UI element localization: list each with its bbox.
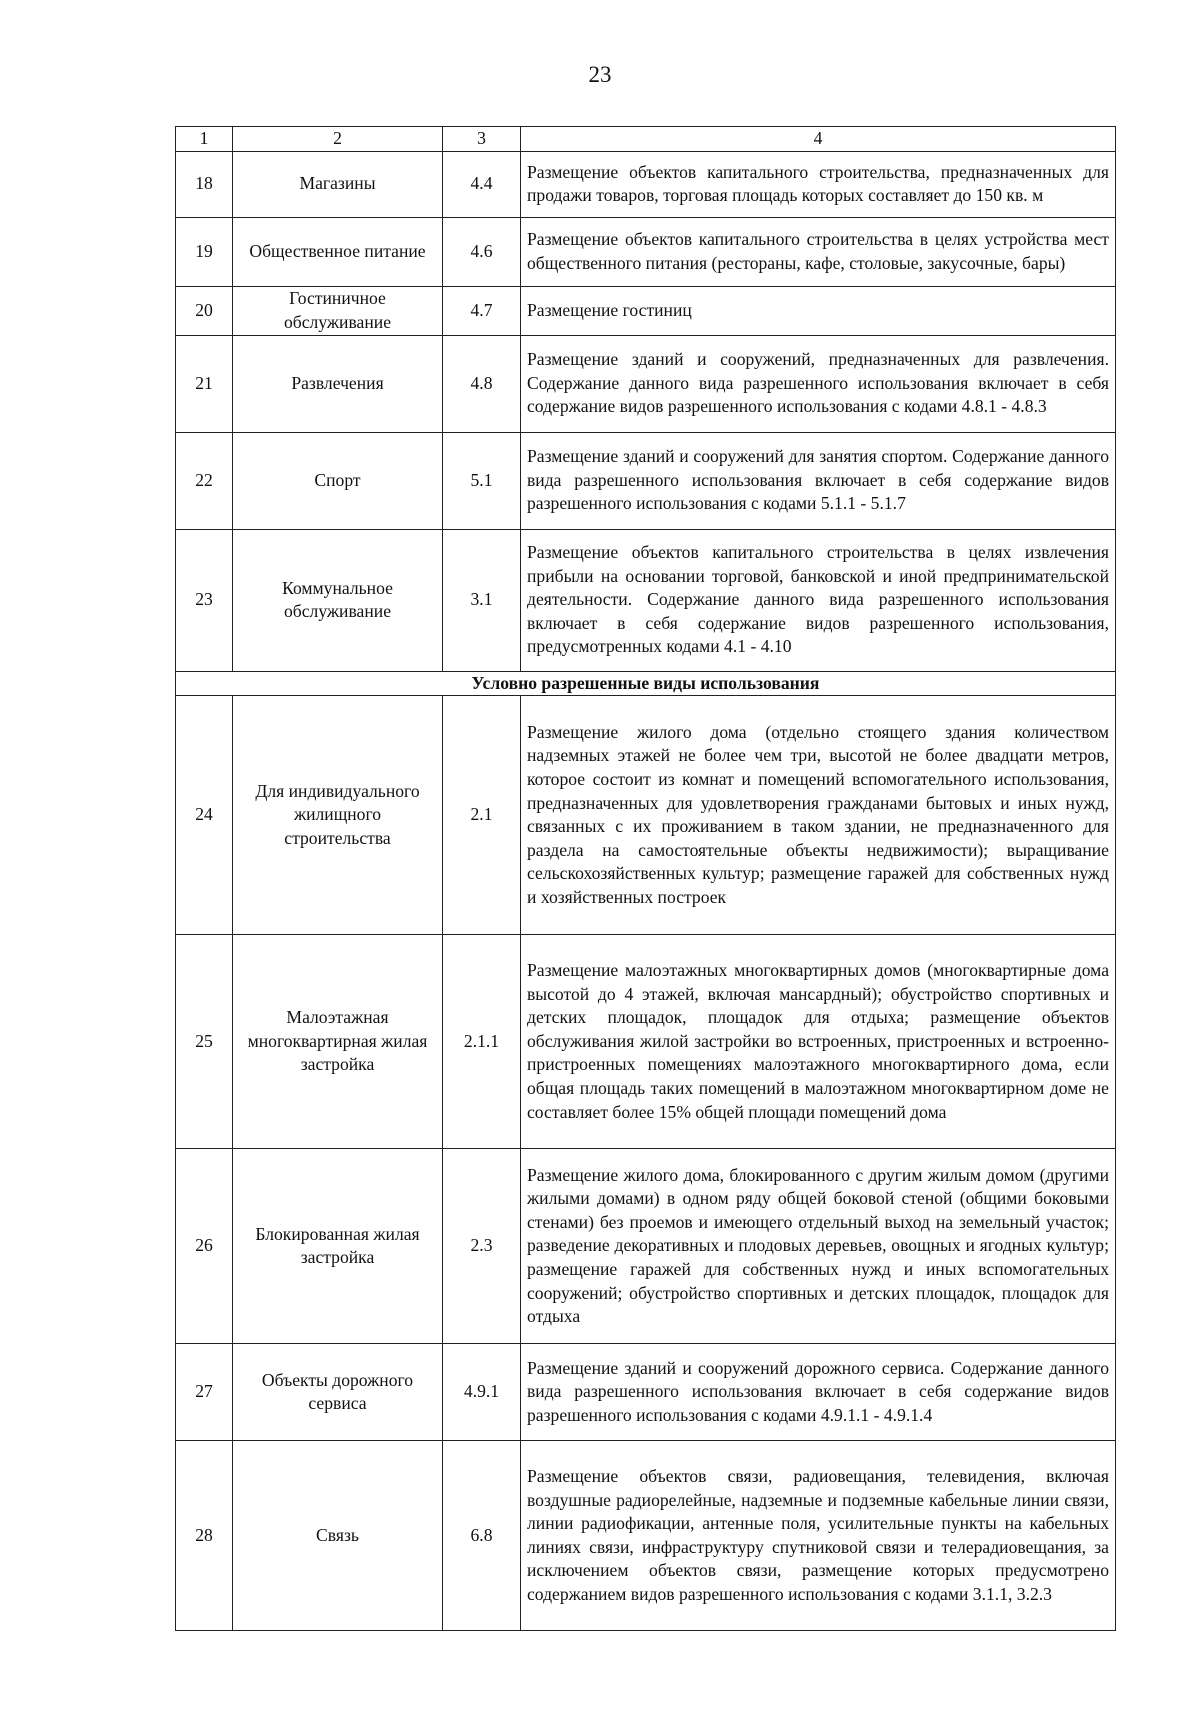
row-number: 26 [176, 1149, 233, 1344]
use-name: Магазины [233, 151, 443, 217]
page-number: 23 [588, 62, 612, 87]
use-description: Размещение объектов связи, радиовещания, телевидения, включая воздушные радиорелейные, надземные и подземные кабельные линии связи, линии радиофикации, антенные поля, усилительные пункты на кабельных линиях связи, инфраструктуру спутниковой связи и телерадиовещания, за исключением объектов связи, размещение которых предусмотрено содержанием видов разрешенного использования с кодами 3.1.1, 3.2.3 [521, 1441, 1116, 1631]
column-header: 1 [176, 127, 233, 152]
use-name: Связь [233, 1441, 443, 1631]
row-number: 19 [176, 217, 233, 286]
use-code: 4.8 [443, 335, 521, 432]
use-description: Размещение объектов капитального строительства в целях извлечения прибыли на основании торговой, банковской и иной предпринимательской деятельности. Содержание данного вида разрешенного использования включает в себя содержание видов разрешенного использования, предусмотренных кодами 4.1 - 4.10 [521, 529, 1116, 671]
table-row [176, 335, 1116, 432]
use-code: 6.8 [443, 1441, 521, 1631]
use-description: Размещение зданий и сооружений дорожного сервиса. Содержание данного вида разрешенного использования включает в себя содержание видов разрешенного использования с кодами 4.9.1.1 - 4.9.1.4 [521, 1344, 1116, 1441]
row-number: 23 [176, 529, 233, 671]
use-code: 4.9.1 [443, 1344, 521, 1441]
use-name: Малоэтажная многоквартирная жилая застройка [233, 935, 443, 1149]
table-row [176, 1344, 1116, 1441]
use-description: Размещение малоэтажных многоквартирных домов (многоквартирные дома высотой до 4 этажей, включая мансардный); обустройство спортивных и детских площадок, площадок для отдыха; размещение объектов обслуживания жилой застройки во встроенных, пристроенных и встроенно-пристроенных помещениях малоэтажного многоквартирного дома, если общая площадь таких помещений в малоэтажном многоквартирном доме не составляет более 15% общей площади помещений дома [521, 935, 1116, 1149]
use-description: Размещение объектов капитального строительства в целях устройства мест общественного питания (рестораны, кафе, столовые, закусочные, бары) [521, 217, 1116, 286]
table-row [176, 286, 1116, 335]
table-row [176, 1441, 1116, 1631]
use-name: Объекты дорожного сервиса [233, 1344, 443, 1441]
use-description: Размещение объектов капитального строительства, предназначенных для продажи товаров, торговая площадь которых составляет до 150 кв. м [521, 151, 1116, 217]
table-row [176, 696, 1116, 935]
column-header: 3 [443, 127, 521, 152]
use-description: Размещение жилого дома (отдельно стоящего здания количеством надземных этажей не более чем три, высотой не более двадцати метров, которое состоит из комнат и помещений вспомогательного использования, предназначенных для удовлетворения гражданами бытовых и иных нужд, связанных с их проживанием в таком здании, не предназначенного для раздела на самостоятельные объекты недвижимости); выращивание сельскохозяйственных культур; размещение гаражей для собственных нужд и хозяйственных построек [521, 696, 1116, 935]
row-number: 24 [176, 696, 233, 935]
row-number: 25 [176, 935, 233, 1149]
table-row [176, 1149, 1116, 1344]
use-name: Для индивидуального жилищного строительства [233, 696, 443, 935]
use-code: 4.4 [443, 151, 521, 217]
use-description: Размещение гостиниц [521, 286, 1116, 335]
row-number: 27 [176, 1344, 233, 1441]
use-name: Спорт [233, 432, 443, 529]
use-name: Коммунальное обслуживание [233, 529, 443, 671]
table-row [176, 151, 1116, 217]
use-name: Блокированная жилая застройка [233, 1149, 443, 1344]
use-code: 4.6 [443, 217, 521, 286]
row-number: 20 [176, 286, 233, 335]
use-name: Гостиничное обслуживание [233, 286, 443, 335]
use-name: Развлечения [233, 335, 443, 432]
use-code: 4.7 [443, 286, 521, 335]
header-row [176, 127, 1116, 152]
use-name: Общественное питание [233, 217, 443, 286]
row-number: 21 [176, 335, 233, 432]
section-title: Условно разрешенные виды использования [176, 671, 1116, 696]
table-row [176, 432, 1116, 529]
row-number: 18 [176, 151, 233, 217]
column-header: 4 [521, 127, 1116, 152]
use-description: Размещение зданий и сооружений, предназначенных для развлечения. Содержание данного вида разрешенного использования включает в себя содержание видов разрешенного использования с кодами 4.8.1 - 4.8.3 [521, 335, 1116, 432]
row-number: 22 [176, 432, 233, 529]
use-code: 5.1 [443, 432, 521, 529]
column-header: 2 [233, 127, 443, 152]
land-use-table [175, 126, 1116, 1631]
use-description: Размещение зданий и сооружений для занятия спортом. Содержание данного вида разрешенного использования включает в себя содержание видов разрешенного использования с кодами 5.1.1 - 5.1.7 [521, 432, 1116, 529]
use-code: 2.1 [443, 696, 521, 935]
table-row [176, 529, 1116, 671]
use-code: 2.3 [443, 1149, 521, 1344]
use-description: Размещение жилого дома, блокированного с другим жилым домом (другими жилыми домами) в одном ряду общей боковой стеной (общими боковыми стенами) без проемов и имеющего отдельный выход на земельный участок; разведение декоративных и плодовых деревьев, овощных и ягодных культур; размещение гаражей для собственных нужд и иных вспомогательных сооружений; обустройство спортивных и детских площадок, площадок для отдыха [521, 1149, 1116, 1344]
use-code: 3.1 [443, 529, 521, 671]
row-number: 28 [176, 1441, 233, 1631]
table-row [176, 217, 1116, 286]
table-row [176, 935, 1116, 1149]
section-row [176, 671, 1116, 696]
use-code: 2.1.1 [443, 935, 521, 1149]
